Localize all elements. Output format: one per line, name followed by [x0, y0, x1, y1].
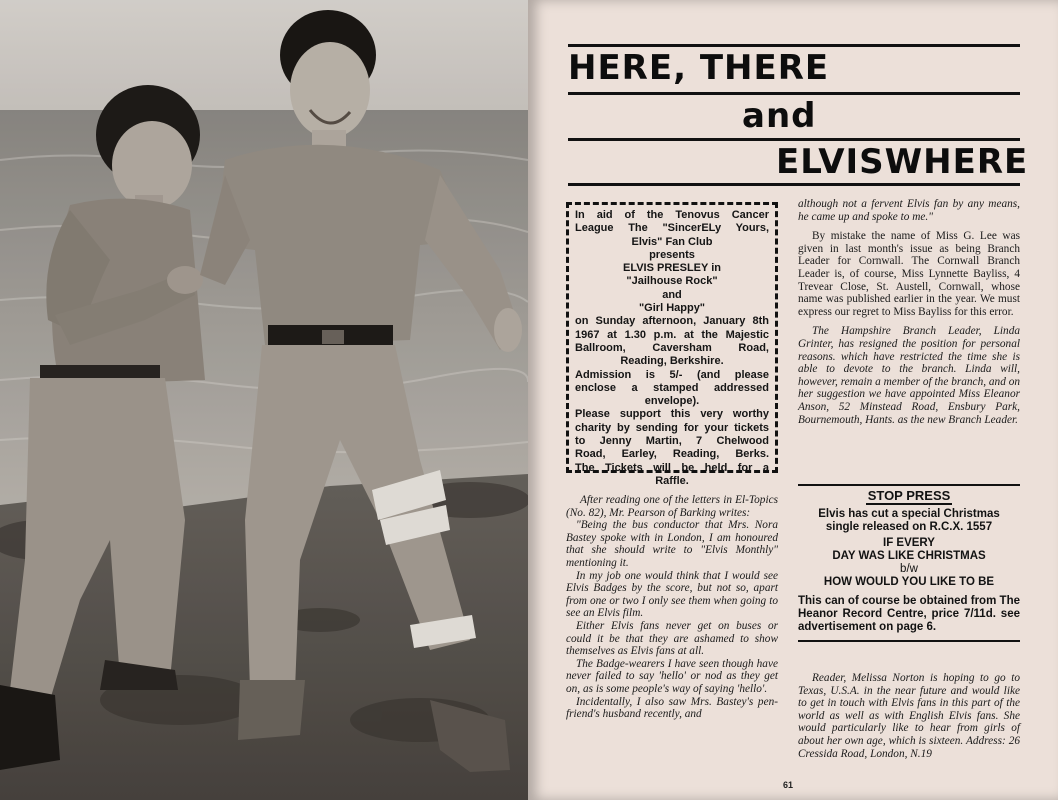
song-title: HOW WOULD YOU LIKE TO BE: [823, 576, 995, 588]
reader-note: Reader, Melissa Norton is hoping to go to Texas, U.S.A. in the near future and would like to get in touch with Elvis fans in this part of the world as well as with English Elvis fans. She would particularly like to hear from girls of about her own age, which is sixteen. Address: 26 Cressida Road, London, N.19: [798, 672, 1020, 760]
page-number: 61: [783, 780, 794, 790]
promo-line: and: [662, 288, 682, 301]
promo-line: charity by sending for your tickets: [575, 421, 769, 434]
promo-line: League The "SincerELy Yours,: [575, 222, 769, 235]
promo-line: 1967 at 1.30 p.m. at the Majestic: [575, 328, 769, 341]
news-paragraph: The Hampshire Branch Leader, Linda Grinter, has resigned the position for personal reasons. which have restricted the time she is able to devote to the branch. Linda will, however, remain a member of the branch, and on her suggestion we have appointed Miss Eleanor Anson, 52 Minstead Road, Ensbury Park, Bournemouth, Hants. as the new Branch Leader.: [798, 325, 1020, 426]
promo-line: Please support this very worthy: [575, 408, 769, 421]
promo-line: ELVIS PRESLEY in: [622, 262, 721, 275]
promo-line: In aid of the Tenovus Cancer: [575, 209, 769, 221]
promo-line: Ballroom, Caversham Road,: [575, 341, 769, 354]
promo-line: Elvis" Fan Club: [631, 235, 713, 248]
rule: [568, 92, 1020, 95]
letter-paragraph: Incidentally, I also saw Mrs. Bastey's pen-friend's husband recently, and: [566, 695, 778, 721]
photo-page: [0, 0, 528, 800]
text-page: [528, 0, 1058, 800]
news-column: [798, 198, 1020, 426]
rule: [798, 640, 1020, 642]
stop-press-line: Elvis has cut a special Christmas: [818, 508, 1000, 520]
letter-paragraph: Either Elvis fans never get on buses or could it be that they are ashamed to show themselves as Elvis fans at all.: [566, 619, 778, 658]
news-paragraph: although not a fervent Elvis fan by any means, he came up and spoke to me.": [798, 198, 1020, 223]
promo-line: to Jenny Martin, 7 Chelwood: [575, 435, 769, 448]
beach-photo: [0, 0, 528, 800]
letter-column: [566, 494, 778, 721]
stop-press-note: This can of course be obtained from The Heanor Record Centre, price 7/11d. see advertisement on page 6.: [798, 595, 1020, 633]
stop-press-line: single released on R.C.X. 1557: [825, 521, 993, 533]
promo-line: Admission is 5/- (and please: [575, 368, 769, 381]
promo-line: envelope).: [644, 395, 700, 408]
promo-line: Raffle.: [655, 474, 689, 487]
event-announcement-box: [566, 202, 778, 487]
song-title: IF EVERY: [883, 537, 935, 549]
promo-line: "Girl Happy": [638, 302, 706, 315]
rule: [568, 183, 1020, 186]
song-title: DAY WAS LIKE CHRISTMAS: [832, 550, 986, 562]
promo-line: on Sunday afternoon, January 8th: [575, 315, 769, 328]
promo-line: Road, Earley, Reading, Berks.: [575, 448, 769, 461]
stop-press-title: STOP PRESS: [867, 488, 951, 503]
rule: [568, 138, 1020, 141]
promo-line: Reading, Berkshire.: [620, 355, 724, 368]
rule: [568, 44, 1020, 47]
letter-paragraph: "Being the bus conductor that Mrs. Nora Bastey spoke with in London, I am honoured that she should write to "Elvis Monthly" mentioning it.: [566, 519, 778, 569]
promo-line: enclose a stamped addressed: [575, 381, 769, 394]
headline-line-1: HERE, THERE: [568, 48, 830, 88]
promo-line: presents: [649, 248, 695, 261]
promo-line: "Jailhouse Rock": [626, 275, 718, 288]
news-paragraph: By mistake the name of Miss G. Lee was given in last month's issue as being Branch Leader for Cornwall. The Cornwall Branch Leader is, of course, Miss Lynnette Bayliss, 4 Trevear Close, St. Austell, Cornwall, whose name was published earlier in the year. We must express our regret to Miss Bayliss for this error.: [798, 230, 1020, 318]
b-side-label: b/w: [900, 563, 918, 575]
letter-paragraph: After reading one of the letters in El-Topics (No. 82), Mr. Pearson of Barking writes:: [566, 494, 778, 519]
letter-paragraph: The Badge-wearers I have seen though have never failed to say 'hello' or nod as they get on, as is some people's way of saying 'hello'.: [566, 657, 778, 695]
promo-line: The Tickets will be held for a: [575, 461, 769, 474]
headline-line-3: ELVISWHERE: [776, 142, 1029, 182]
stop-press-section: [798, 484, 1020, 642]
headline-line-2: and: [742, 96, 817, 136]
letter-paragraph: In my job one would think that I would see Elvis Badges by the score, but not so, apart from one or two I only see them when going to see an Elvis film.: [566, 569, 778, 620]
